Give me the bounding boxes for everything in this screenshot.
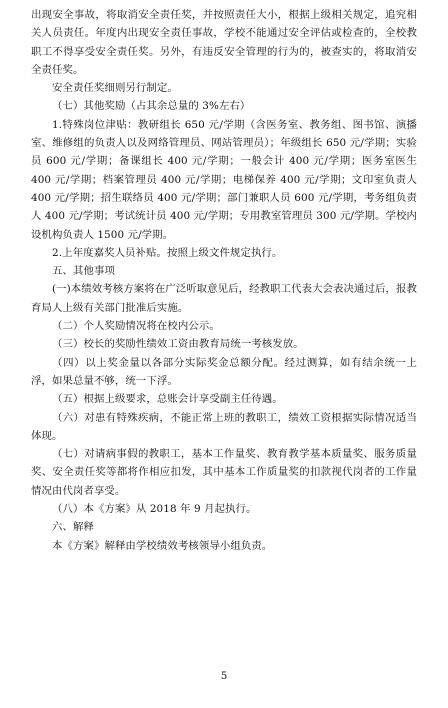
heading-other-rewards: （七）其他奖励（占其余总量的 3%左右） <box>52 100 251 113</box>
heading-other-matters: 五、其他事项 <box>52 265 115 278</box>
document-body <box>31 6 417 555</box>
paragraph-interpretation: 本《方案》解释由学校绩效考核领导小组负责。 <box>52 539 273 552</box>
paragraph-item-8: （八）本《方案》从 2018 年 9 月起执行。 <box>52 503 257 516</box>
paragraph-safety-rules: 安全责任奖细则另行制定。 <box>52 82 178 95</box>
paragraph-special-allowance: 1.特殊岗位津贴：教研组长 650 元/学期（含医务室、教务组、图书馆、演播室、维修组的负责人以及网络管理员、网站管理员）；年级组长 650 元/学期；实验员 600 元/学期；备课组长 400 元/学期；一般会计 400 元/学期；医务室医生 400 元/学期；档案管理员 400 元/学期；电梯保养 400 元/学期；文印室负责人 400 元/学期；招生联络员 400 元/学期；部门兼职人员 600 元/学期，考务组负责人 400 元/学期；考试统计员 400 元/学期；专用教室管理员 300 元/学期。学校内设机构负责人 1500 元/学期。 <box>31 118 417 241</box>
paragraph-item-5: （五）根据上级要求，总账会计享受副主任待遇。 <box>52 393 283 406</box>
paragraph-item-7: （七）对请病事假的教职工，基本工作量奖、教育教学基本质量奖、服务质量奖、安全责任奖等都将作相应扣发，其中基本工作质量奖的扣款视代岗者的工作量情况由代岗者享受。 <box>31 448 417 497</box>
paragraph-commendation-subsidy: 2.上年度嘉奖人员补贴。按照上级文件规定执行。 <box>52 246 283 259</box>
paragraph-safety-accident: 出现安全事故，将取消安全责任奖，并按照责任大小，根据上级相关规定，追究相关人员责任。年度内出现安全责任事故，学校不能通过安全评估或检查的，全校教职工不得享受安全责任奖。另外，有违反安全管理的行为的，被查实的，将取消安全责任奖。 <box>31 9 417 76</box>
paragraph-item-1: (一)本绩效考核方案将在广泛听取意见后，经教职工代表大会表决通过后，报教育局人上级有关部门批准后实施。 <box>31 283 417 314</box>
heading-interpretation: 六、解释 <box>52 521 94 534</box>
paragraph-item-2: （二）个人奖励情况将在校内公示。 <box>52 320 220 333</box>
page-number: 5 <box>220 671 228 682</box>
paragraph-item-3: （三）校长的奖励性绩效工资由教育局统一考核发放。 <box>52 338 304 351</box>
paragraph-item-4: （四）以上奖金量以各部分实际奖金总额分配。经过测算，如有结余统一上浮，如果总量不够，统一下浮。 <box>31 356 417 387</box>
paragraph-item-6: （六）对患有特殊疾病，不能正常上班的教职工，绩效工资根据实际情况适当体现。 <box>31 411 417 442</box>
